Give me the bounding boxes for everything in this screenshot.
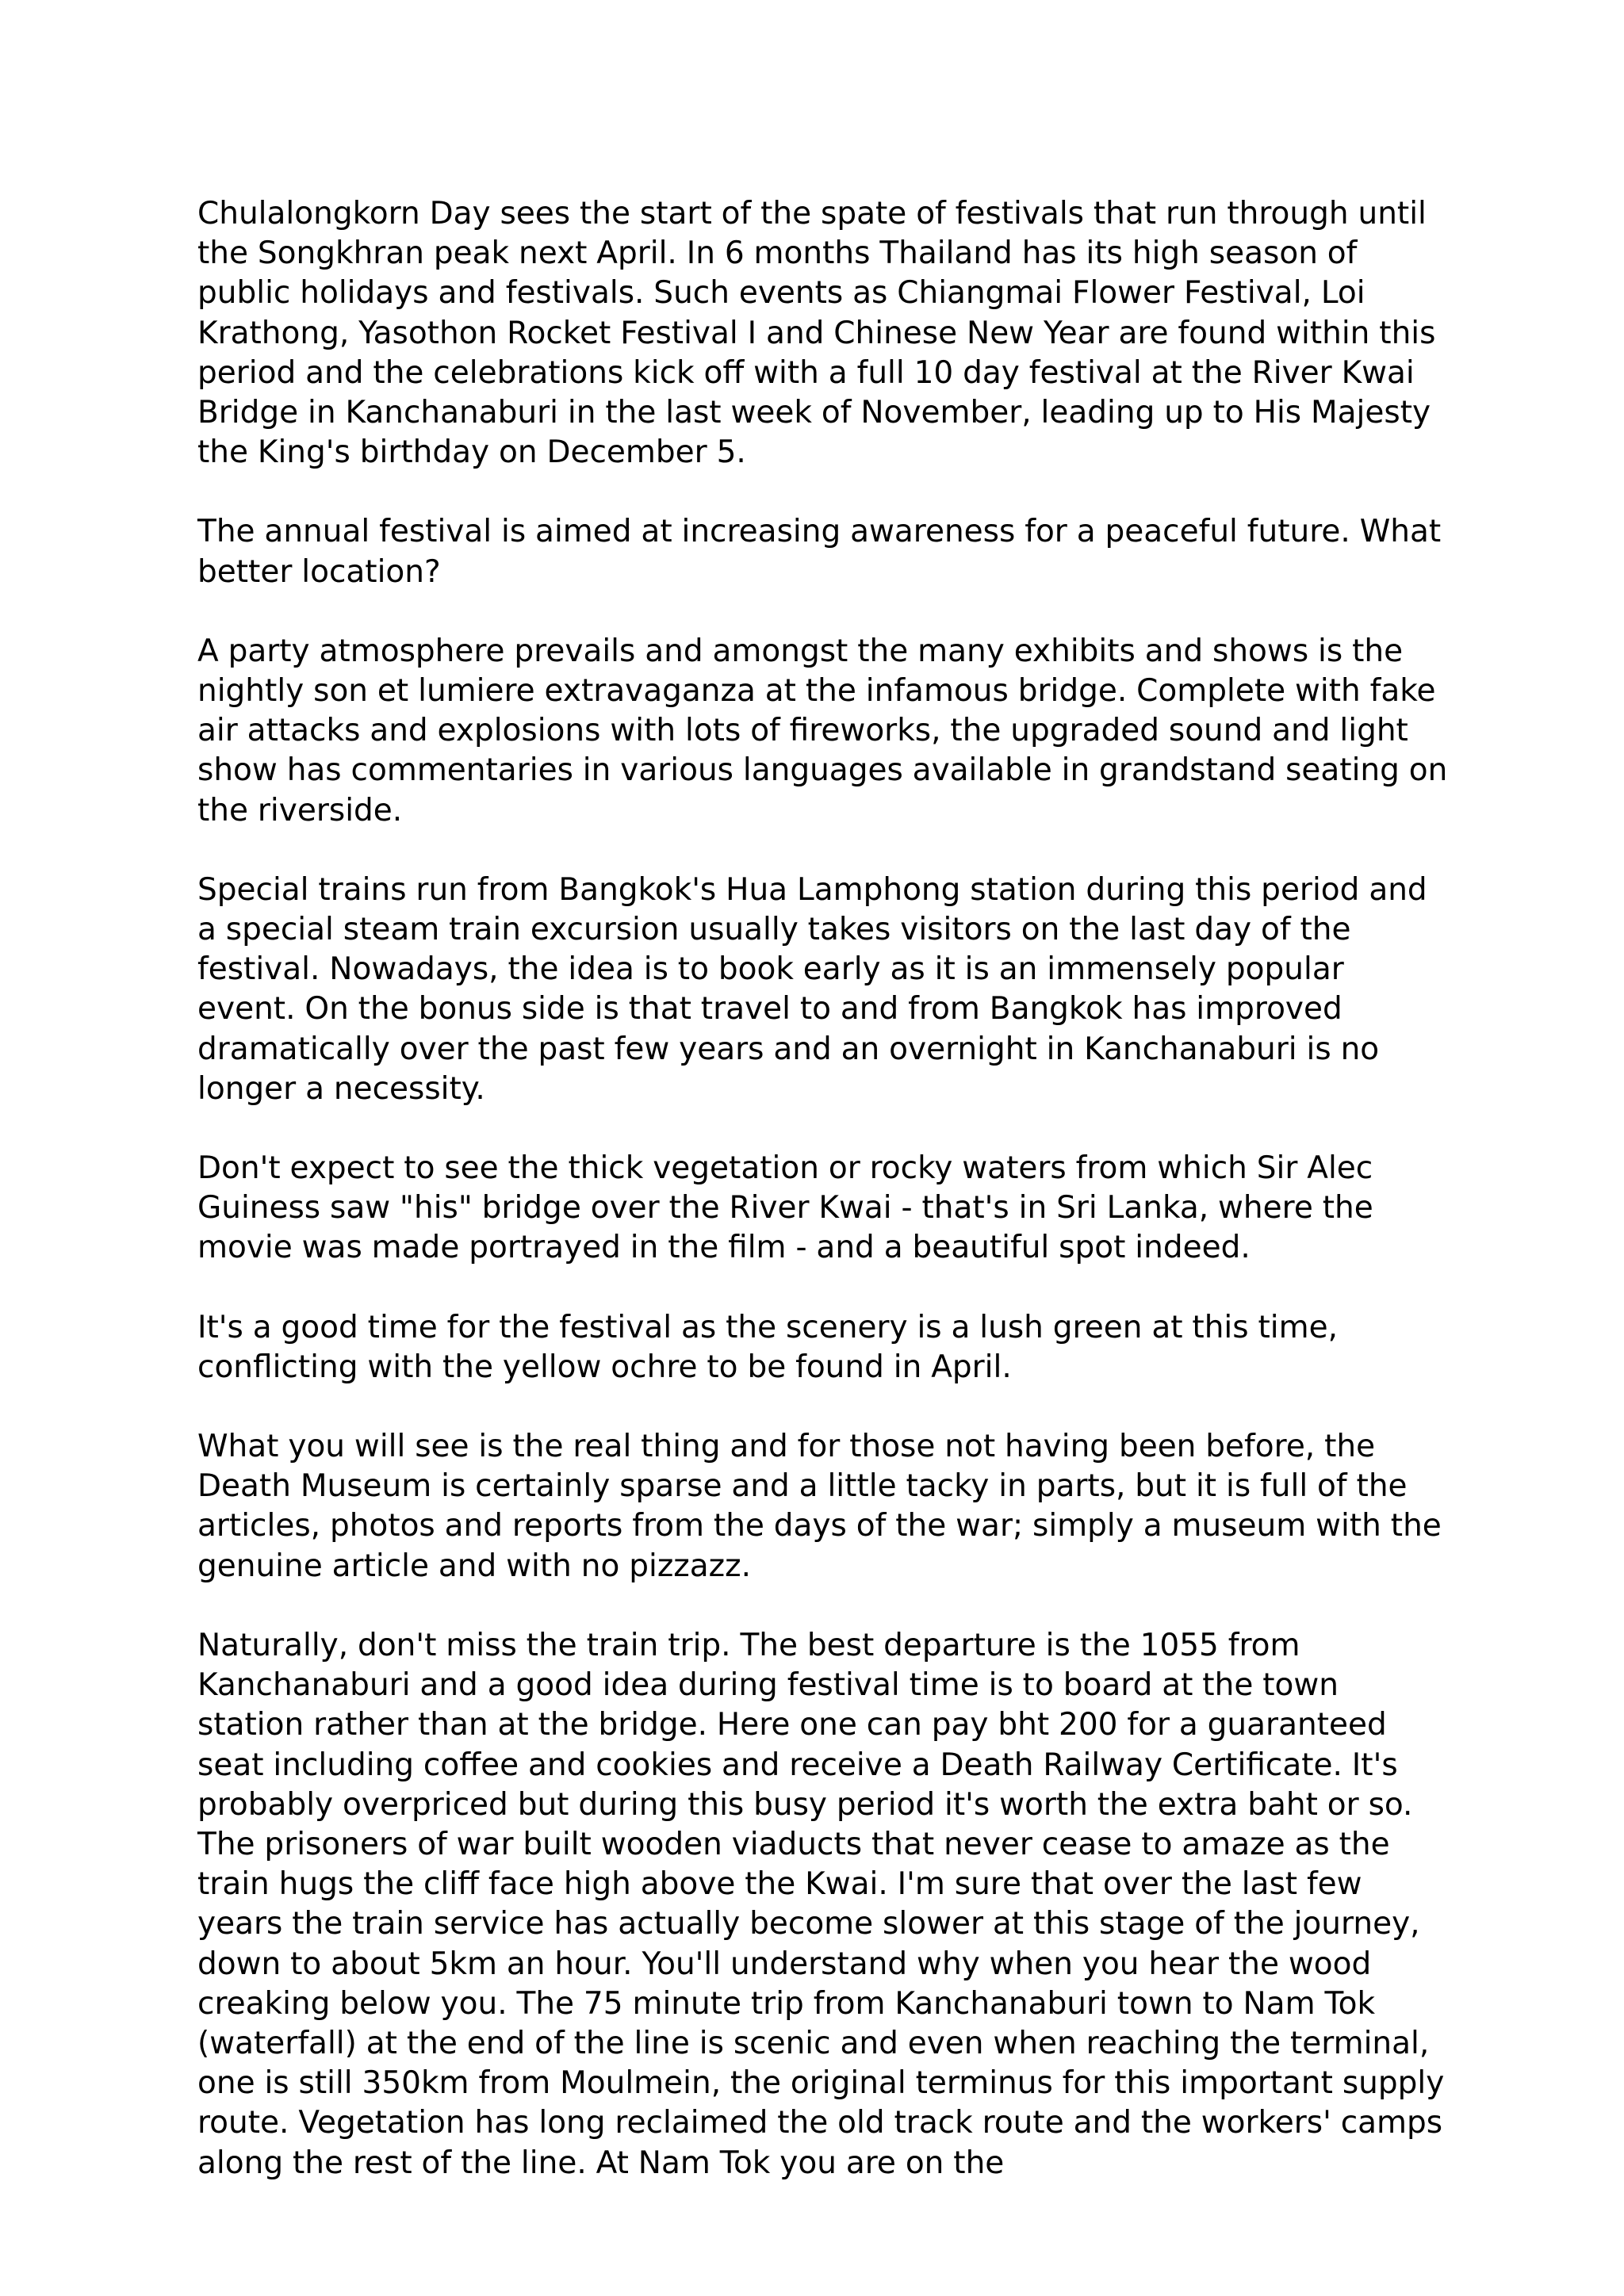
paragraph-party-atmosphere: A party atmosphere prevails and amongst the many exhibits and shows is the nightly son et lumiere extravaganza at the infamous bridge. Complete with fake air attacks and explosions with lots of fireworks, the upgraded sound and light show has commentaries in various languages available in grandstand seating on the riverside. bbox=[197, 633, 1448, 828]
paragraph-train-trip: Naturally, don't miss the train trip. The best departure is the 1055 from Kanchanaburi and a good idea during festival time is to board at the town station rather than at the bridge. Here one can pay bht 200 for a guaranteed seat including coffee and cookies and receive a Death Railway Certificate. It's probably overpriced but during this busy period it's worth the extra baht or so. The prisoners of war built wooden viaducts that never cease to amaze as the train hugs the cliff face high above the Kwai. I'm sure that over the last few years the train service has actually become slower at this stage of the journey, down to about 5km an hour. You'll understand why when you hear the wood creaking below you. The 75 minute trip from Kanchanaburi town to Nam Tok (waterfall) at the end of the line is scenic and even when reaching the terminal, one is still 350km from Moulmein, the original terminus for this important supply route. Vegetation has long reclaimed the old track route and the workers' camps along the rest of the line. At Nam Tok you are on the bbox=[197, 1627, 1445, 2181]
paragraph-scenery: It's a good time for the festival as the scenery is a lush green at this time, conflicting with the yellow ochre to be found in April. bbox=[197, 1309, 1338, 1385]
paragraph-death-museum: What you will see is the real thing and for those not having been before, the Death Museum is certainly sparse and a little tacky in parts, but it is full of the articles, photos and reports from the days of the war; simply a museum with the genuine article and with no pizzazz. bbox=[197, 1429, 1442, 1584]
paragraph-chulalongkorn-day: Chulalongkorn Day sees the start of the spate of festivals that run through until the Songkhran peak next April. In 6 months Thailand has its high season of public holidays and festivals. Such events as Chiangmai Flower Festival, Loi Krathong, Yasothon Rocket Festival I and Chinese New Year are found within this period and the celebrations kick off with a full 10 day festival at the River Kwai Bridge in Kanchanaburi in the last week of November, leading up to His Majesty the King's birthday on December 5. bbox=[197, 196, 1436, 471]
paragraph-special-trains: Special trains run from Bangkok's Hua Lamphong station during this period and a special steam train excursion usually takes visitors on the last day of the festival. Nowadays, the idea is to book early as it is an immensely popular event. On the bonus side is that travel to and from Bangkok has improved dramatically over the past few years and an overnight in Kanchanaburi is no longer a necessity. bbox=[197, 871, 1427, 1107]
document-body bbox=[197, 194, 1450, 2183]
paragraph-vegetation: Don't expect to see the thick vegetation or rocky waters from which Sir Alec Guiness saw "his" bridge over the River Kwai - that's in Sri Lanka, where the movie was made portrayed in the film - and a beautiful spot indeed. bbox=[197, 1150, 1373, 1266]
paragraph-annual-festival: The annual festival is aimed at increasing awareness for a peaceful future. What better location? bbox=[197, 514, 1442, 590]
